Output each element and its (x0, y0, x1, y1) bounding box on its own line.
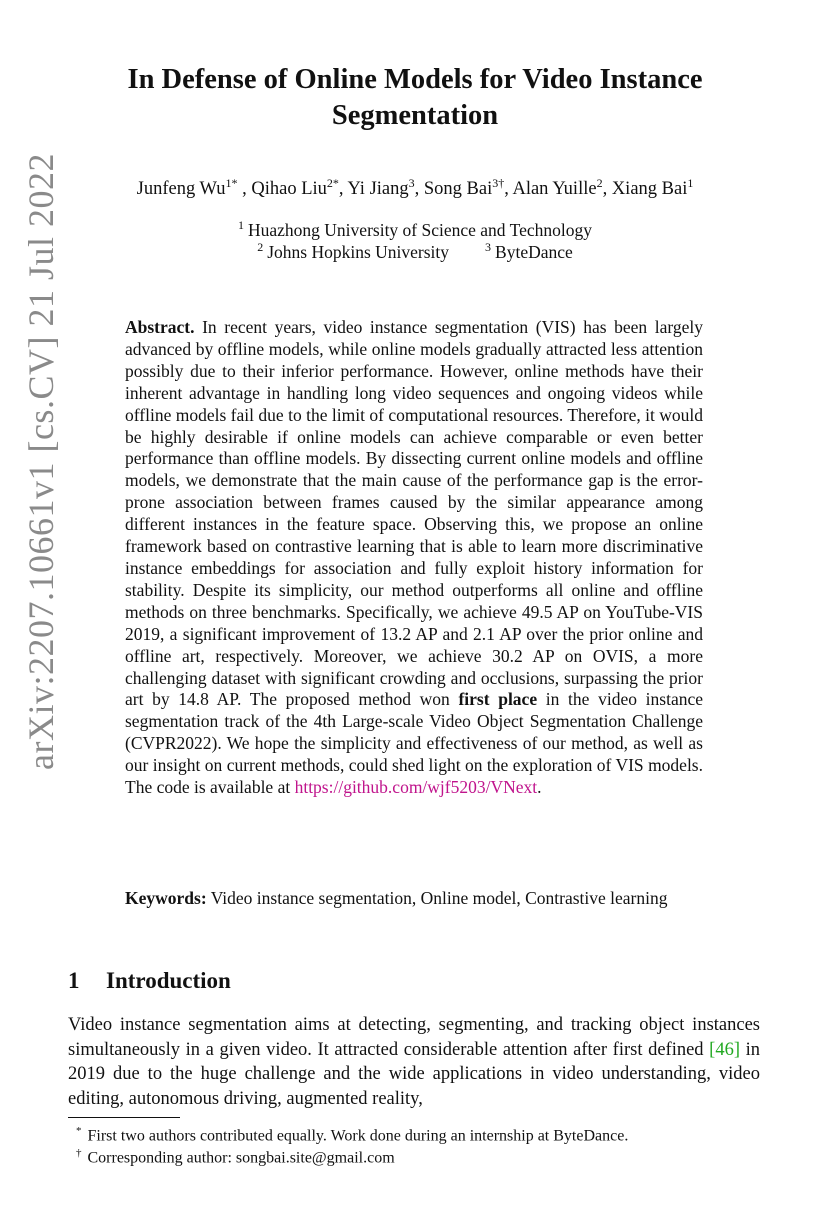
affiliation-2-3: $^2$ Johns Hopkins University $^3$ ByteDance (257, 240, 573, 262)
code-link[interactable]: https://github.com/wjf5203/VNext (294, 777, 538, 798)
title-line-2: Segmentation (331, 100, 499, 131)
author: Song Bai$^{3\dagger}$, (423, 176, 509, 200)
section-number: 1 (68, 968, 80, 993)
author: Qihao Liu$^{2*}$, (251, 176, 344, 200)
abstract-label: Abstract. (125, 317, 195, 337)
keywords (125, 887, 703, 909)
author: Xiang Bai$^1$ (611, 176, 694, 200)
abstract-text-continued: in the video instance segmentation track of the 4th Large-scale Video Object Segmentation Challenge (CVPR2022). We hope the simplicity and effectiveness of our method, as well as our insight on current methods, could shed light on the exploration of VIS models. The code is available at (125, 689, 703, 798)
keywords-label: Keywords: (125, 888, 207, 908)
section-title: Introduction (106, 968, 231, 993)
abstract-emphasis: first place (458, 689, 538, 710)
section-heading (68, 968, 231, 994)
arxiv-identifier: arXiv:2207.10661v1 [cs.CV] 21 Jul 2022 (21, 153, 61, 770)
keywords-text: Video instance segmentation, Online model, Contrastive learning (210, 888, 668, 908)
author: Junfeng $Wu^{1*}$ , (136, 176, 247, 200)
paper-title (70, 62, 760, 134)
affiliation-1: $^1$ Huazhong University of Science and Technology (238, 218, 592, 240)
abstract: Abstract. In recent years, video instance segmentation (VIS) has been largely advanced by offline models, while online models gradually attracted less attention possibly due to their inferior performance. However, online methods have their inherent advantage in handling long video sequences and ongoing videos while offline models fail due to the limit of computational resources. Therefore, it would be highly desirable if online models can achieve comparable or even better performance than offline models. By dissecting current online models and offline models, we demonstrate that the main cause of the performance gap is the error-prone association between frames caused by the similar appearance among different instances in the feature space. Observing this, we propose an online framework based on contrastive learning that is able to learn more discriminative instance embeddings for association and fully exploit history information for stability. Despite its simplicity, our method outperforms all online and offline methods on three benchmarks. Specifically, we achieve 49.5 AP on YouTube-VIS 2019, a significant improvement of 13.2 AP and 2.1 AP over the prior online and offline art, respectively. Moreover, we achieve 30.2 AP on OVIS, a more challenging dataset with significant crowding and occlusions, surpassing the prior art by 14.8 AP. The proposed method won first place in the video instance segmentation track of the 4th Large-scale Video Object Segmentation Challenge (CVPR2022). We hope the simplicity and effectiveness of our method, as well as our insight on current methods, could shed light on the exploration of VIS models. The code is available at https://github.com/wjf5203/VNext. (125, 317, 703, 798)
footnote-divider (68, 1117, 180, 1118)
footnote-1: * First two authors contributed equally. Work done during an internship at ByteDance. (76, 1125, 629, 1145)
abstract-text: In recent years, video instance segmentation (VIS) has been largely advanced by offline models, while online models gradually attracted less attention possibly due to their inferior performance. However, online methods have their inherent advantage in handling long video sequences and ongoing videos while offline models fail due to the limit of computational resources. Therefore, it would be highly desirable if online models can achieve comparable or even better performance than offline models. By dissecting current online models and offline models, we demonstrate that the main cause of the performance gap is the error-prone association between frames caused by the similar appearance among different instances in the feature space. Observing this, we propose an online framework based on contrastive learning that is able to learn more discriminative instance embeddings for association and fully exploit history information for stability. Despite its simplicity, our method outperforms all online and offline methods on three benchmarks. Specifically, we achieve 49.5 AP on YouTube-VIS 2019, a significant improvement of 13.2 AP and 2.1 AP over the prior online and offline art, respectively. Moreover, we achieve 30.2 AP on OVIS, a more challenging dataset with significant crowding and occlusions, surpassing the prior art by 14.8 AP. The proposed method won (125, 317, 703, 710)
author-list (70, 176, 760, 200)
author: Alan Yuille$^2$, (512, 176, 608, 200)
citation-link[interactable]: [46] (709, 1039, 740, 1060)
intro-paragraph: Video instance segmentation aims at detecting, segmenting, and tracking object instances simultaneously in a given video. It attracted considerable attention after first defined [46] in 2019 due to the huge challenge and the wide applications in video understanding, video editing, autonomous driving, augmented reality, (68, 1015, 761, 1109)
footnote-2: † Corresponding author: songbai.site@gmail.com (76, 1147, 395, 1167)
author: Yi Jiang$^3$, (347, 176, 420, 200)
title-line-1: In Defense of Online Models for Video Instance (127, 64, 703, 95)
